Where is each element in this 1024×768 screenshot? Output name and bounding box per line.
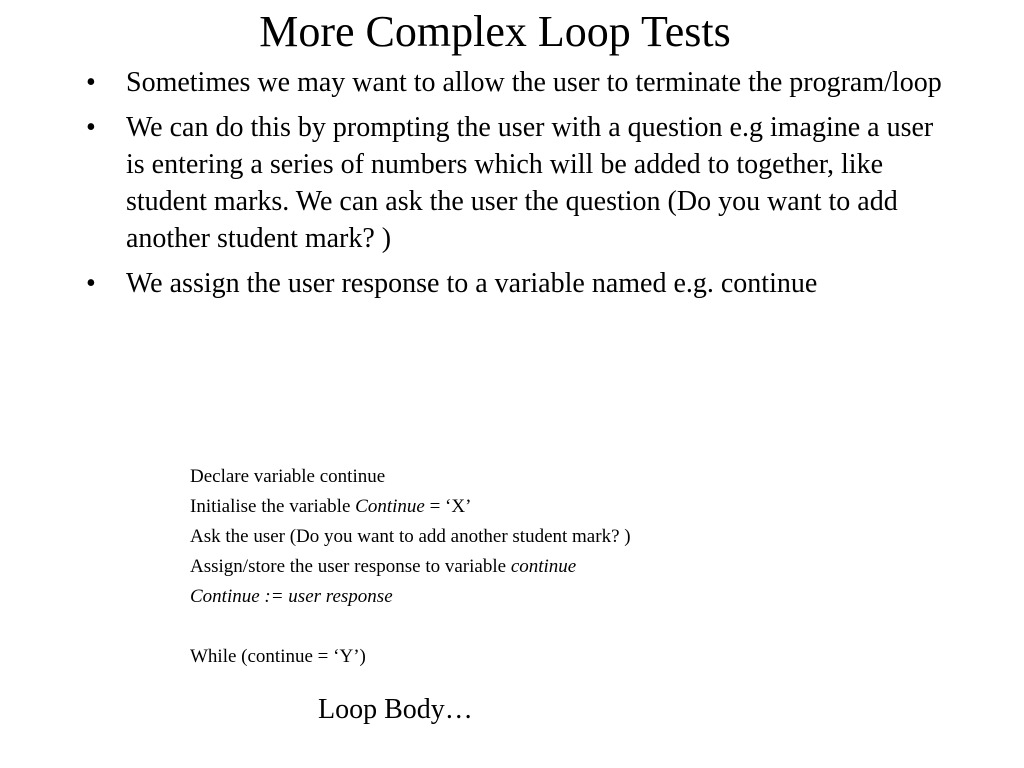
pseudocode-variable: continue: [510, 556, 577, 577]
bullet-text: Sometimes we may want to allow the user to terminate the program/loop: [126, 67, 942, 98]
bullet-item: [80, 64, 950, 101]
bullet-item: [80, 265, 950, 302]
bullet-text: We assign the user response to a variable named e.g. continue: [126, 268, 818, 299]
bullet-text: We can do this by prompting the user with a question e.g imagine a user is entering a series of numbers which will be added to together, like student marks. We can ask the user the question (Do you want to add another student mark? ): [126, 112, 934, 254]
bullet-list: [80, 64, 950, 310]
pseudocode-line-ask: Ask the user (Do you want to add another student mark? ): [190, 526, 631, 547]
pseudocode-text: Initialise the variable: [190, 496, 356, 517]
slide-title: More Complex Loop Tests: [259, 7, 731, 56]
pseudocode-line-while: While (continue = ‘Y’): [190, 646, 366, 667]
pseudocode-block: [190, 462, 970, 672]
pseudocode-statement: Continue := user response: [190, 586, 393, 607]
pseudocode-text: Assign/store the user response to variable: [190, 556, 511, 577]
loop-body-label: Loop Body…: [318, 694, 473, 725]
bullet-icon: •: [86, 67, 96, 98]
pseudocode-variable: Continue: [355, 496, 425, 517]
bullet-icon: •: [86, 268, 96, 299]
pseudocode-line-declare: Declare variable continue: [190, 466, 386, 487]
pseudocode-text: = ‘X’: [424, 496, 472, 517]
pseudocode-line-assign: [190, 552, 970, 582]
pseudocode-line-assignment: [190, 582, 970, 612]
bullet-item: [80, 109, 950, 257]
pseudocode-line-initialise: [190, 492, 970, 522]
bullet-icon: •: [86, 112, 96, 143]
pseudocode-spacer: [190, 612, 970, 642]
